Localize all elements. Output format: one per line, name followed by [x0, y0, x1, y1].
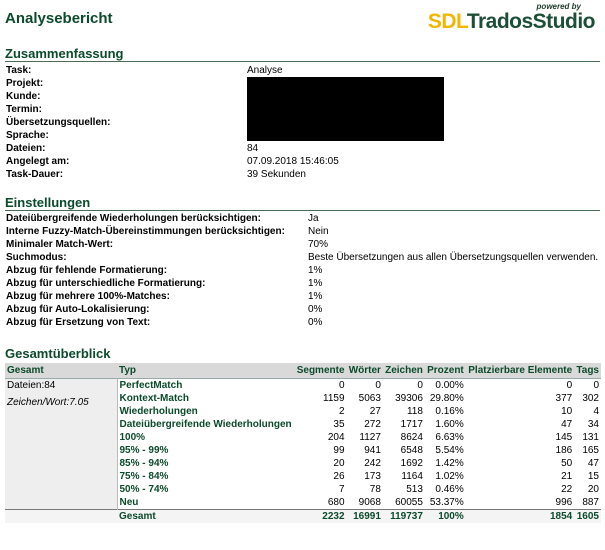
- cell-pct: 1.42%: [435, 458, 464, 469]
- cell-pct: 1.60%: [435, 419, 464, 430]
- cell-tags: 20: [587, 484, 599, 495]
- logo-trados: TradosStudio: [466, 10, 595, 33]
- col-segmente: Segmente: [294, 363, 346, 379]
- cell-typ: Kontext-Match: [119, 393, 189, 404]
- cell-typ: 85% - 94%: [119, 458, 169, 469]
- cell-chars: 0: [417, 380, 423, 391]
- cell-pct: 1.02%: [435, 471, 464, 482]
- cell-words: 272: [364, 419, 381, 430]
- cell-words: 1127: [359, 432, 381, 443]
- col-platzierbare-elemente: Platzierbare Elemente: [466, 363, 574, 379]
- cell-chars: 513: [406, 484, 423, 495]
- report-title: Analysebericht: [5, 10, 113, 27]
- overview-table: [5, 363, 601, 523]
- cell-words: 5063: [358, 393, 381, 404]
- total-seg: 2232: [294, 510, 346, 524]
- cell-seg: 7: [338, 484, 345, 495]
- cell-chars: 39306: [395, 393, 423, 404]
- summary-value: 07.09.2018 15:46:05: [247, 156, 339, 167]
- col-woerter: Wörter: [347, 363, 383, 379]
- summary-key: Angelegt am:: [6, 156, 70, 167]
- cell-typ: 100%: [119, 432, 146, 443]
- summary-key: Dateien:: [6, 143, 46, 154]
- cell-chars: 60055: [395, 497, 423, 508]
- files-count: Dateien:84: [7, 380, 56, 391]
- cell-elems: 996: [555, 497, 573, 508]
- cell-seg: 2: [338, 406, 345, 417]
- cell-tags: 131: [582, 432, 599, 443]
- cell-pct: 5.54%: [435, 445, 464, 456]
- col-typ: Typ: [117, 363, 294, 379]
- cell-chars: 6548: [400, 445, 423, 456]
- summary-key: Task-Dauer:: [6, 169, 64, 180]
- total-words: 16991: [347, 510, 383, 524]
- cell-seg: 20: [333, 458, 345, 469]
- settings-key: Minimaler Match-Wert:: [6, 239, 114, 250]
- summary-divider: [5, 61, 600, 62]
- settings-key: Abzug für unterschiedliche Formatierung:: [6, 278, 206, 289]
- summary-key: Task:: [6, 65, 32, 76]
- settings-value: Ja: [308, 213, 319, 224]
- settings-value: 1%: [308, 291, 323, 302]
- cell-elems: 186: [555, 445, 573, 456]
- total-row: [5, 510, 601, 524]
- cell-chars: 118: [406, 406, 423, 417]
- cell-words: 173: [364, 471, 381, 482]
- settings-key: Suchmodus:: [6, 252, 67, 263]
- cell-words: 242: [364, 458, 381, 469]
- overview-heading: Gesamtüberblick: [5, 346, 111, 361]
- summary-key: Sprache:: [6, 130, 49, 141]
- cell-elems: 50: [561, 458, 573, 469]
- settings-key: Abzug für Ersetzung von Text:: [6, 317, 151, 328]
- cell-elems: 145: [555, 432, 573, 443]
- settings-value: 0%: [308, 317, 323, 328]
- cell-tags: 887: [582, 497, 599, 508]
- cell-tags: 15: [587, 471, 599, 482]
- redacted-block: [247, 77, 444, 141]
- cell-seg: 204: [327, 432, 345, 443]
- cell-elems: 47: [561, 419, 573, 430]
- total-chars: 119737: [383, 510, 425, 524]
- cell-tags: 165: [582, 445, 599, 456]
- cell-pct: 0.16%: [435, 406, 464, 417]
- cell-words: 78: [369, 484, 381, 495]
- summary-value: Analyse: [247, 65, 283, 76]
- cell-chars: 1692: [400, 458, 423, 469]
- total-elems: 1854: [466, 510, 574, 524]
- settings-key: Dateiübergreifende Wiederholungen berücksichtigen:: [6, 213, 261, 224]
- summary-key: Übersetzungsquellen:: [6, 117, 111, 128]
- total-label: Gesamt: [117, 510, 294, 524]
- cell-seg: 99: [333, 445, 345, 456]
- overview-header-row: [5, 363, 601, 379]
- settings-value: Beste Übersetzungen aus allen Übersetzungsquellen verwenden.: [308, 252, 599, 263]
- cell-pct: 53.37%: [429, 497, 464, 508]
- cell-pct: 6.63%: [435, 432, 464, 443]
- settings-key: Interne Fuzzy-Match-Übereinstimmungen berücksichtigen:: [6, 226, 285, 237]
- cell-typ: 95% - 99%: [119, 445, 169, 456]
- overview-summary-cell: [5, 379, 117, 510]
- col-gesamt: Gesamt: [5, 363, 117, 379]
- settings-value: Nein: [308, 226, 329, 237]
- cell-pct: 0.46%: [435, 484, 464, 495]
- cell-seg: 26: [333, 471, 345, 482]
- cell-elems: 22: [561, 484, 573, 495]
- total-empty-cell: [5, 510, 117, 524]
- settings-value: 1%: [308, 278, 323, 289]
- cell-pct: 29.80%: [429, 393, 464, 404]
- col-tags: Tags: [574, 363, 601, 379]
- sdl-trados-logo: [428, 11, 595, 33]
- cell-seg: 1159: [323, 393, 345, 404]
- cell-tags: 34: [587, 419, 599, 430]
- total-tags: 1605: [574, 510, 601, 524]
- cell-words: 941: [364, 445, 381, 456]
- powered-by-label: powered by: [536, 2, 581, 11]
- cell-seg: 35: [333, 419, 345, 430]
- settings-value: 70%: [308, 239, 329, 250]
- settings-key: Abzug für Auto-Lokalisierung:: [6, 304, 150, 315]
- col-zeichen: Zeichen: [383, 363, 425, 379]
- cell-pct: 0.00%: [435, 380, 464, 391]
- settings-value: 0%: [308, 304, 323, 315]
- cell-typ: 75% - 84%: [119, 471, 169, 482]
- cell-chars: 8624: [400, 432, 423, 443]
- settings-key: Abzug für mehrere 100%-Matches:: [6, 291, 170, 302]
- brand-logo: [428, 2, 595, 33]
- logo-sdl: SDL: [427, 10, 467, 33]
- table-row: [5, 379, 601, 393]
- cell-typ: Dateiübergreifende Wiederholungen: [119, 419, 292, 430]
- cell-typ: PerfectMatch: [119, 380, 183, 391]
- cell-typ: Wiederholungen: [119, 406, 198, 417]
- cell-elems: 377: [555, 393, 573, 404]
- cell-elems: 21: [561, 471, 573, 482]
- cell-elems: 0: [566, 380, 573, 391]
- summary-value: 39 Sekunden: [247, 169, 306, 180]
- summary-heading: Zusammenfassung: [5, 46, 124, 61]
- cell-tags: 47: [587, 458, 599, 469]
- cell-seg: 0: [338, 380, 345, 391]
- settings-divider: [5, 210, 600, 211]
- settings-heading: Einstellungen: [5, 195, 91, 210]
- total-pct: 100%: [425, 510, 466, 524]
- cell-words: 0: [375, 380, 381, 391]
- cell-typ: 50% - 74%: [119, 484, 169, 495]
- cell-chars: 1164: [401, 471, 423, 482]
- summary-value: 84: [247, 143, 259, 154]
- summary-key: Termin:: [6, 104, 42, 115]
- cell-seg: 680: [327, 497, 345, 508]
- cell-words: 27: [369, 406, 381, 417]
- chars-per-word: Zeichen/Wort:7.05: [7, 397, 89, 408]
- summary-key: Projekt:: [6, 78, 44, 89]
- cell-tags: 4: [593, 406, 599, 417]
- cell-typ: Neu: [119, 497, 139, 508]
- cell-elems: 10: [561, 406, 573, 417]
- cell-chars: 1717: [400, 419, 423, 430]
- col-prozent: Prozent: [425, 363, 466, 379]
- cell-words: 9068: [358, 497, 381, 508]
- settings-key: Abzug für fehlende Formatierung:: [6, 265, 168, 276]
- summary-key: Kunde:: [6, 91, 41, 102]
- settings-value: 1%: [308, 265, 323, 276]
- cell-tags: 0: [593, 380, 599, 391]
- cell-tags: 302: [582, 393, 599, 404]
